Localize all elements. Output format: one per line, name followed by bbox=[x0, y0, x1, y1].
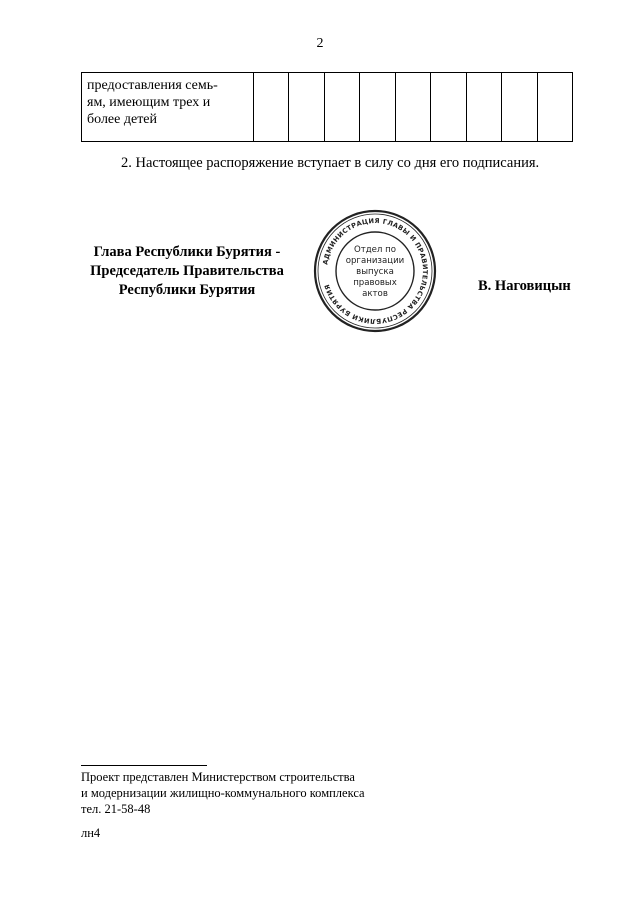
footnote-divider bbox=[81, 765, 207, 766]
table-cell-empty bbox=[431, 73, 466, 142]
footnote-line: Проект представлен Министерством строительства bbox=[81, 770, 355, 784]
table-cell-empty bbox=[537, 73, 573, 142]
table-row bbox=[82, 73, 573, 142]
clause-paragraph: 2. Настоящее распоряжение вступает в силу со дня его подписания. bbox=[121, 155, 540, 171]
signer-position-line: Председатель Правительства bbox=[90, 263, 284, 279]
table-continuation bbox=[81, 72, 573, 142]
table-cell-empty bbox=[254, 73, 289, 142]
signer-name: В. Наговицын bbox=[478, 278, 571, 294]
footnote-line: и модернизации жилищно-коммунального комплекса bbox=[81, 786, 365, 800]
signer-position-line: Глава Республики Бурятия - bbox=[93, 244, 281, 260]
cell-text-line: ям, имеющим трех и bbox=[87, 95, 211, 110]
seal-center-line: Отдел по bbox=[353, 245, 397, 255]
table-cell-empty bbox=[502, 73, 537, 142]
table-cell-empty bbox=[466, 73, 501, 142]
table-cell-description bbox=[82, 73, 254, 142]
cell-text-line: предоставления семь- bbox=[87, 78, 218, 93]
table-cell-empty bbox=[360, 73, 395, 142]
seal-ring-text: АДМИНИСТРАЦИЯ ГЛАВЫ И ПРАВИТЕЛЬСТВА РЕСПУБЛИКИ БУРЯТИЯ bbox=[321, 216, 430, 326]
seal-center-line: организации bbox=[345, 256, 405, 266]
table-cell-empty bbox=[324, 73, 359, 142]
seal-center-line: выпуска bbox=[356, 267, 394, 277]
seal-center-line: правовых bbox=[353, 278, 397, 288]
signer-position-line: Республики Бурятия bbox=[118, 282, 256, 298]
table-cell-empty bbox=[289, 73, 324, 142]
document-code: лн4 bbox=[81, 826, 101, 840]
cell-text-line: более детей bbox=[87, 112, 158, 127]
footnote bbox=[81, 769, 365, 817]
footnote-line: тел. 21-58-48 bbox=[81, 802, 151, 816]
signer-position bbox=[80, 243, 294, 300]
page-number: 2 bbox=[316, 36, 324, 51]
official-seal-icon bbox=[312, 208, 438, 334]
table-cell-empty bbox=[395, 73, 430, 142]
seal-center-line: актов bbox=[362, 289, 388, 299]
